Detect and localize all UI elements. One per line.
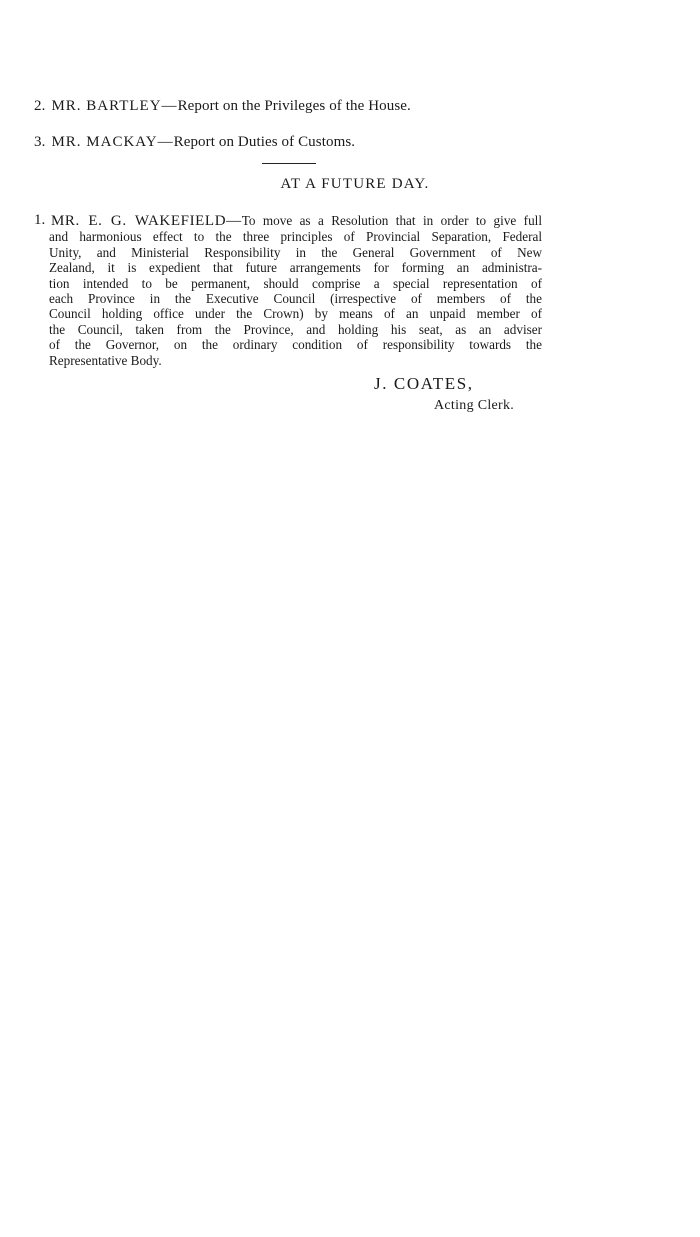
notice-line: MR. E. G. WAKEFIELD—To move as a Resolution that in order to give full [51,213,542,229]
notice-line: tion intended to be permanent, should comprise a special representation of [49,275,542,291]
section-divider [262,163,316,164]
member-name: MR. BARTLEY— [51,98,178,114]
notice-of-motion [34,213,542,368]
order-number: 2. [34,98,46,114]
order-number: 3. [34,134,46,150]
notice-line: the Council, taken from the Province, and holding his seat, as an adviser [49,321,542,337]
member-name: MR. E. G. WAKEFIELD— [51,213,242,229]
signature-name: J. COATES, [374,374,474,393]
order-text: Report on the Privileges of the House. [177,98,411,114]
future-day-heading: AT A FUTURE DAY. [280,176,430,192]
notice-line: and harmonious effect to the three principles of Provincial Separation, Federal [49,229,542,245]
notice-number: 1. [34,212,46,228]
notice-line: Unity, and Ministerial Responsibility in the General Government of New [49,244,542,260]
order-text: Report on Duties of Customs. [173,134,356,150]
notice-line: of the Governor, on the ordinary condition of responsibility towards the [49,337,542,353]
order-item-bartley [34,97,411,115]
notice-line: each Province in the Executive Council (irrespective of members of the [49,291,542,307]
order-item-mackay [34,133,355,151]
signature-title: Acting Clerk. [434,398,515,413]
notice-line: Council holding office under the Crown) by means of an unpaid member of [49,306,542,322]
notice-line: Representative Body. [49,352,162,368]
notice-line: Zealand, it is expedient that future arrangements for forming an administra- [49,260,542,276]
member-name: MR. MACKAY— [51,134,174,150]
